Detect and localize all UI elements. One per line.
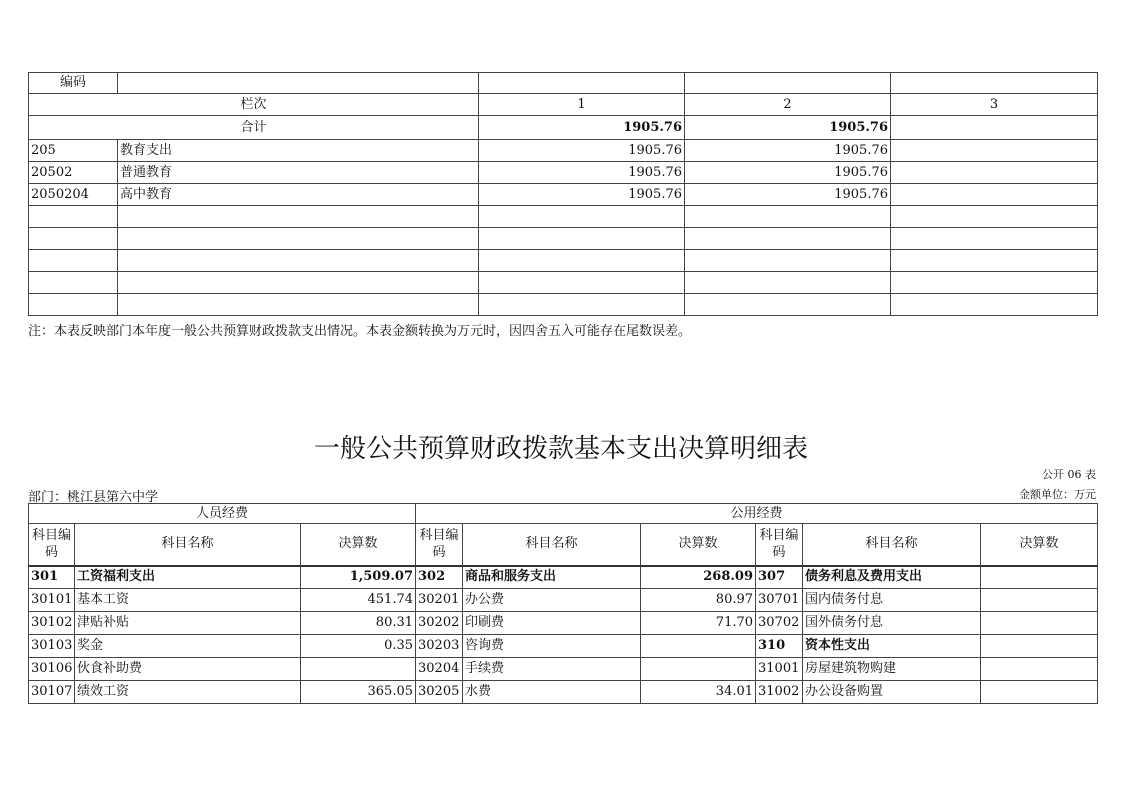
item-code: 31002 xyxy=(756,681,803,704)
item-code: 302 xyxy=(416,566,463,589)
item-code: 30702 xyxy=(756,612,803,635)
item-amount xyxy=(301,658,416,681)
row-value xyxy=(891,162,1098,184)
item-code: 30701 xyxy=(756,589,803,612)
code-header: 编码 xyxy=(29,73,118,94)
row-name xyxy=(118,228,479,250)
item-amount xyxy=(981,635,1098,658)
item-code: 30205 xyxy=(416,681,463,704)
item-code: 30201 xyxy=(416,589,463,612)
table-row xyxy=(29,162,1098,184)
col-header-name: 科目名称 xyxy=(75,524,301,566)
form-id: 公开 06 表 xyxy=(1042,468,1096,481)
row-code xyxy=(29,250,118,272)
row-code xyxy=(29,206,118,228)
table-row xyxy=(29,658,1098,681)
row-value xyxy=(685,250,891,272)
group-header-row xyxy=(29,504,1098,524)
item-amount xyxy=(981,589,1098,612)
table-row xyxy=(29,612,1098,635)
row-value xyxy=(891,228,1098,250)
table-row xyxy=(29,566,1098,589)
item-code: 30101 xyxy=(29,589,75,612)
page-title: 一般公共预算财政拨款基本支出决算明细表 xyxy=(313,434,808,464)
item-code: 30102 xyxy=(29,612,75,635)
item-name: 国外债务付息 xyxy=(803,612,981,635)
row-value xyxy=(479,206,685,228)
row-value: 1905.76 xyxy=(479,162,685,184)
item-amount xyxy=(641,658,756,681)
item-name: 印刷费 xyxy=(463,612,641,635)
item-amount: 365.05 xyxy=(301,681,416,704)
item-name: 水费 xyxy=(463,681,641,704)
item-amount: 0.35 xyxy=(301,635,416,658)
item-name: 基本工资 xyxy=(75,589,301,612)
table-note: 注：本表反映部门本年度一般公共预算财政拨款支出情况。本表金额转换为万元时，因四舍五入可能存在尾数误差。 xyxy=(28,324,692,339)
item-name: 工资福利支出 xyxy=(75,566,301,589)
item-code: 30204 xyxy=(416,658,463,681)
row-value xyxy=(685,228,891,250)
group-public: 公用经费 xyxy=(416,504,1098,524)
total-label: 合计 xyxy=(29,116,479,140)
item-amount xyxy=(981,681,1098,704)
row-name xyxy=(118,272,479,294)
item-code: 307 xyxy=(756,566,803,589)
department-label: 部门：桃江县第六中学 xyxy=(28,490,159,505)
item-code: 301 xyxy=(29,566,75,589)
row-name: 普通教育 xyxy=(118,162,479,184)
total-value: 1905.76 xyxy=(479,116,685,140)
row-value: 1905.76 xyxy=(685,184,891,206)
row-value xyxy=(891,250,1098,272)
row-value xyxy=(891,294,1098,316)
item-amount xyxy=(981,612,1098,635)
row-code xyxy=(29,272,118,294)
total-value: 1905.76 xyxy=(685,116,891,140)
row-value xyxy=(479,250,685,272)
column-header-row xyxy=(29,524,1098,566)
item-name: 伙食补助费 xyxy=(75,658,301,681)
table1-column-number-row xyxy=(29,94,1098,116)
item-code: 310 xyxy=(756,635,803,658)
item-name: 绩效工资 xyxy=(75,681,301,704)
item-name: 债务利息及费用支出 xyxy=(803,566,981,589)
unit-label: 金额单位：万元 xyxy=(1019,488,1096,501)
col-header-code: 科目编码 xyxy=(29,524,75,566)
row-name xyxy=(118,294,479,316)
column-number: 3 xyxy=(891,94,1098,116)
col-header-code: 科目编码 xyxy=(756,524,803,566)
item-name: 奖金 xyxy=(75,635,301,658)
item-amount xyxy=(981,566,1098,589)
group-personnel: 人员经费 xyxy=(29,504,416,524)
col-header-name: 科目名称 xyxy=(803,524,981,566)
row-value xyxy=(479,272,685,294)
row-value xyxy=(479,228,685,250)
row-code: 205 xyxy=(29,140,118,162)
item-name: 办公设备购置 xyxy=(803,681,981,704)
item-code: 30103 xyxy=(29,635,75,658)
item-name: 津贴补贴 xyxy=(75,612,301,635)
item-code: 30106 xyxy=(29,658,75,681)
row-value: 1905.76 xyxy=(479,140,685,162)
item-name: 手续费 xyxy=(463,658,641,681)
column-number: 2 xyxy=(685,94,891,116)
item-amount: 80.31 xyxy=(301,612,416,635)
item-amount: 71.70 xyxy=(641,612,756,635)
row-value xyxy=(891,140,1098,162)
item-amount: 34.01 xyxy=(641,681,756,704)
table-row xyxy=(29,589,1098,612)
col-header-code: 科目编码 xyxy=(416,524,463,566)
row-value xyxy=(891,206,1098,228)
item-code: 30202 xyxy=(416,612,463,635)
row-name: 教育支出 xyxy=(118,140,479,162)
table1-total-row xyxy=(29,116,1098,140)
item-name: 商品和服务支出 xyxy=(463,566,641,589)
row-name xyxy=(118,206,479,228)
row-name: 高中教育 xyxy=(118,184,479,206)
table-row xyxy=(29,184,1098,206)
item-name: 咨询费 xyxy=(463,635,641,658)
item-amount: 451.74 xyxy=(301,589,416,612)
row-code xyxy=(29,228,118,250)
item-amount: 80.97 xyxy=(641,589,756,612)
item-amount: 1,509.07 xyxy=(301,566,416,589)
row-code xyxy=(29,294,118,316)
table-row xyxy=(29,228,1098,250)
col-header-name: 科目名称 xyxy=(463,524,641,566)
column-number: 1 xyxy=(479,94,685,116)
row-code: 2050204 xyxy=(29,184,118,206)
table-row xyxy=(29,635,1098,658)
table-row xyxy=(29,206,1098,228)
row-value: 1905.76 xyxy=(685,140,891,162)
item-code: 31001 xyxy=(756,658,803,681)
item-name: 国内债务付息 xyxy=(803,589,981,612)
item-name: 房屋建筑物购建 xyxy=(803,658,981,681)
item-code: 30107 xyxy=(29,681,75,704)
row-value xyxy=(891,272,1098,294)
table-row xyxy=(29,250,1098,272)
item-name: 办公费 xyxy=(463,589,641,612)
row-value xyxy=(891,184,1098,206)
column-row-label: 栏次 xyxy=(29,94,479,116)
row-value xyxy=(685,272,891,294)
row-value xyxy=(479,294,685,316)
item-amount xyxy=(641,635,756,658)
row-value xyxy=(685,294,891,316)
basic-expenditure-detail-table xyxy=(28,503,1098,704)
table-row xyxy=(29,681,1098,704)
item-name: 资本性支出 xyxy=(803,635,981,658)
table-row xyxy=(29,272,1098,294)
row-name xyxy=(118,250,479,272)
table1-code-row xyxy=(29,73,1098,94)
row-code: 20502 xyxy=(29,162,118,184)
table-row xyxy=(29,294,1098,316)
row-value: 1905.76 xyxy=(479,184,685,206)
col-header-amount: 决算数 xyxy=(981,524,1098,566)
table-row xyxy=(29,140,1098,162)
col-header-amount: 决算数 xyxy=(641,524,756,566)
total-value xyxy=(891,116,1098,140)
item-amount: 268.09 xyxy=(641,566,756,589)
col-header-amount: 决算数 xyxy=(301,524,416,566)
expenditure-summary-table xyxy=(28,72,1098,316)
row-value: 1905.76 xyxy=(685,162,891,184)
row-value xyxy=(685,206,891,228)
item-code: 30203 xyxy=(416,635,463,658)
item-amount xyxy=(981,658,1098,681)
